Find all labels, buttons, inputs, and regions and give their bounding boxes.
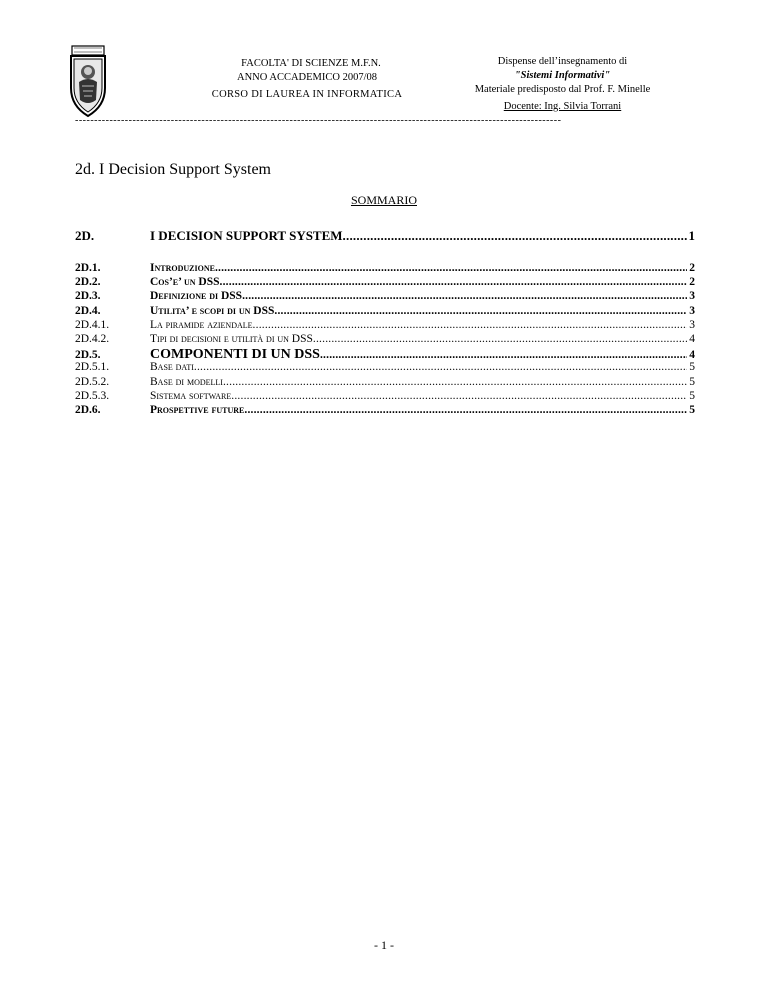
toc-page: 5 [689, 375, 695, 388]
toc-page: 3 [689, 304, 695, 317]
toc-label: Prospettive future [150, 403, 245, 416]
toc-label: La piramide aziendale [150, 318, 253, 331]
toc-page: 4 [689, 349, 695, 362]
toc-label: Tipi di decisioni e utilità di un DSS [150, 332, 313, 345]
toc-row[interactable] [75, 305, 695, 319]
toc-number: 2D.4.1. [75, 318, 110, 331]
material-author: Materiale predisposto dal Prof. F. Minelle [474, 84, 651, 95]
toc-label: COMPONENTI DI UN DSS [150, 347, 320, 363]
toc-label: I DECISION SUPPORT SYSTEM [150, 228, 343, 243]
toc-leader [194, 361, 687, 373]
toc-row[interactable] [75, 376, 695, 390]
toc-label: Definizione di DSS [150, 290, 243, 303]
header-separator: ------------------------------------------------------------------------------------------------------------------------------- [75, 115, 562, 126]
toc-leader [274, 305, 687, 317]
page-number: - 1 - [374, 938, 394, 952]
toc-row[interactable] [75, 262, 695, 276]
toc-page: 2 [689, 262, 695, 274]
toc-number: 2D.5. [75, 349, 101, 362]
toc-page: 3 [689, 290, 695, 303]
toc-number: 2D.1. [75, 262, 101, 274]
toc-leader [220, 276, 688, 288]
toc-number: 2D.3. [75, 290, 101, 303]
toc-heading: SOMMARIO [350, 193, 417, 207]
toc-row[interactable] [75, 333, 695, 347]
course-notes-label: Dispense dell’insegnamento di [497, 56, 628, 67]
toc-number: 2D.2. [75, 276, 101, 289]
toc-leader [320, 349, 687, 361]
toc-leader [244, 404, 687, 416]
toc-number: 2D. [75, 228, 95, 243]
toc-leader [253, 319, 688, 331]
toc-label: Introduzione [150, 262, 215, 274]
toc-page: 1 [688, 228, 695, 243]
lecturer: Docente: Ing. Silvia Torrani [503, 101, 622, 112]
toc-row-main[interactable] [75, 228, 695, 246]
toc-number: 2D.6. [75, 403, 101, 416]
toc-label: Sistema software [150, 389, 232, 402]
toc-row[interactable] [75, 390, 695, 404]
faculty-name: FACOLTA' DI SCIENZE M.F.N. [241, 58, 381, 69]
toc-leader [242, 290, 687, 302]
toc-row[interactable] [75, 319, 695, 333]
toc-leader [313, 333, 687, 345]
toc-page: 5 [689, 361, 695, 374]
toc-label: Cos’e’ un DSS [150, 276, 220, 289]
toc-row[interactable] [75, 404, 695, 418]
toc-number: 2D.4. [75, 304, 101, 317]
section-title: 2d. I Decision Support System [75, 161, 271, 178]
toc-page: 4 [689, 332, 695, 345]
toc-list [75, 262, 695, 418]
toc-number: 2D.5.2. [75, 375, 110, 388]
toc-row[interactable] [75, 347, 695, 361]
course-name: "Sistemi Informativi" [514, 70, 611, 81]
toc-page: 3 [689, 318, 695, 331]
toc-label: Base dati [150, 361, 194, 374]
toc-leader [223, 376, 687, 388]
toc-leader [343, 228, 687, 244]
toc-leader [215, 262, 687, 274]
toc-number: 2D.5.3. [75, 389, 110, 402]
toc-number: 2D.4.2. [75, 332, 110, 345]
header-institution [192, 57, 422, 102]
toc-main [75, 228, 695, 246]
degree-course: CORSO DI LAUREA IN INFORMATICA [211, 89, 403, 100]
toc-page: 2 [689, 276, 695, 289]
toc-label: Utilita’ e scopi di un DSS [150, 304, 275, 317]
toc-leader [231, 390, 687, 402]
header-course-info [455, 55, 670, 114]
toc-page: 5 [689, 389, 695, 402]
toc-row[interactable] [75, 276, 695, 290]
toc-page: 5 [689, 403, 695, 416]
toc-label: Base di modelli [150, 375, 223, 388]
academic-year: ANNO ACCADEMICO 2007/08 [236, 72, 377, 83]
toc-number: 2D.5.1. [75, 361, 110, 374]
toc-row[interactable] [75, 290, 695, 304]
toc-row[interactable] [75, 361, 695, 375]
university-seal-logo [68, 44, 108, 118]
